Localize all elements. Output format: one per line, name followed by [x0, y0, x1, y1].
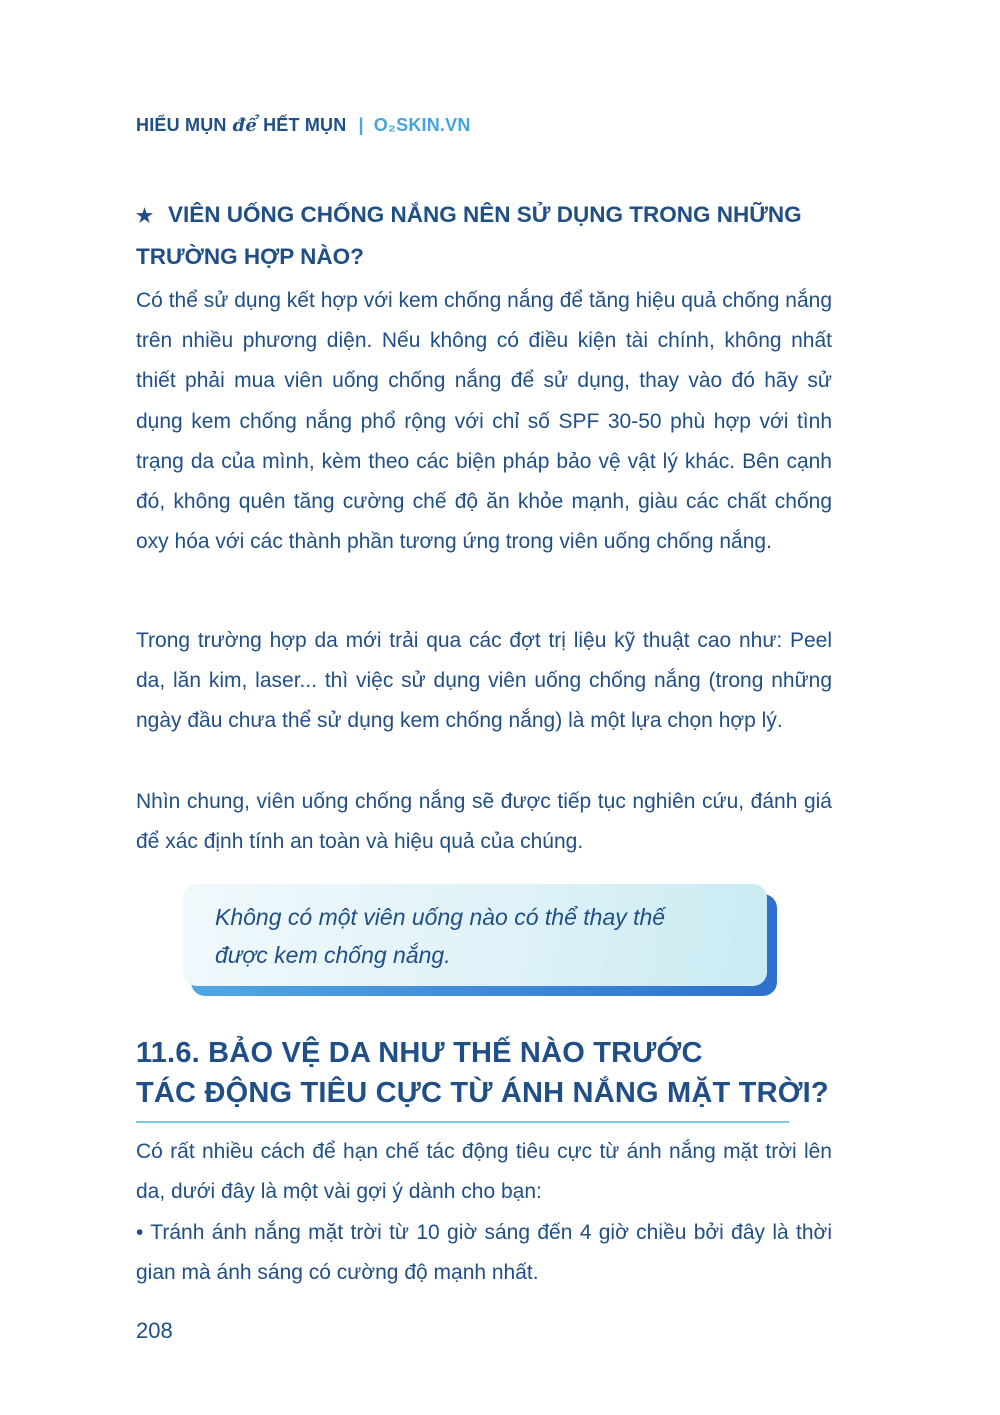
- book-title-part2: để: [232, 115, 258, 136]
- page-number: 208: [136, 1318, 173, 1343]
- section-title-line-2: TÁC ĐỘNG TIÊU CỰC TỪ ÁNH NẮNG MẶT TRỜI?: [136, 1077, 829, 1109]
- callout: [183, 884, 777, 996]
- callout-box: [183, 884, 767, 986]
- title-underline: [136, 1121, 789, 1123]
- question-heading: [136, 195, 832, 277]
- star-icon: ★: [136, 206, 154, 227]
- paragraph-3: Nhìn chung, viên uống chống nắng sẽ được tiếp tục nghiên cứu, đánh giá để xác định tính an toàn và hiệu quả của chúng.: [136, 790, 832, 854]
- question-text: VIÊN UỐNG CHỐNG NẮNG NÊN SỬ DỤNG TRONG NHỮNG TRƯỜNG HỢP NÀO?: [136, 202, 802, 269]
- page-header: [136, 115, 471, 136]
- section-title-line-1: 11.6. BẢO VỆ DA NHƯ THẾ NÀO TRƯỚC: [136, 1037, 703, 1069]
- book-title-part3: HẾT MỤN: [263, 115, 347, 135]
- book-title-part1: HIỂU MỤN: [136, 115, 227, 135]
- section-intro: Có rất nhiều cách để hạn chế tác động tiêu cực từ ánh nắng mặt trời lên da, dưới đây là một vài gợi ý dành cho bạn:: [136, 1140, 832, 1204]
- site-name: O₂SKIN.VN: [373, 115, 471, 135]
- paragraph-1: Có thể sử dụng kết hợp với kem chống nắng để tăng hiệu quả chống nắng trên nhiều phương diện. Nếu không có điều kiện tài chính, không nhất thiết phải mua viên uống chống nắng để sử dụng, thay vào đó hãy sử dụng kem chống nắng phổ rộng với chỉ số SPF 30-50 phù hợp với tình trạng da của mình, kèm theo các biện pháp bảo vệ vật lý khác. Bên cạnh đó, không quên tăng cường chế độ ăn khỏe mạnh, giàu các chất chống oxy hóa với các thành phần tương ứng trong viên uống chống nắng.: [136, 289, 832, 554]
- callout-line-1: Không có một viên uống nào có thể thay thế: [215, 904, 666, 930]
- header-separator: |: [358, 115, 364, 135]
- bullet-item: • Tránh ánh nắng mặt trời từ 10 giờ sáng đến 4 giờ chiều bởi đây là thời gian mà ánh sáng có cường độ mạnh nhất.: [136, 1221, 832, 1285]
- callout-line-2: được kem chống nắng.: [215, 942, 451, 968]
- section-title: [136, 1033, 832, 1113]
- paragraph-2: Trong trường hợp da mới trải qua các đợt trị liệu kỹ thuật cao như: Peel da, lăn kim, laser... thì việc sử dụng viên uống chống nắng (trong những ngày đầu chưa thể sử dụng kem chống nắng) là một lựa chọn hợp lý.: [136, 629, 832, 733]
